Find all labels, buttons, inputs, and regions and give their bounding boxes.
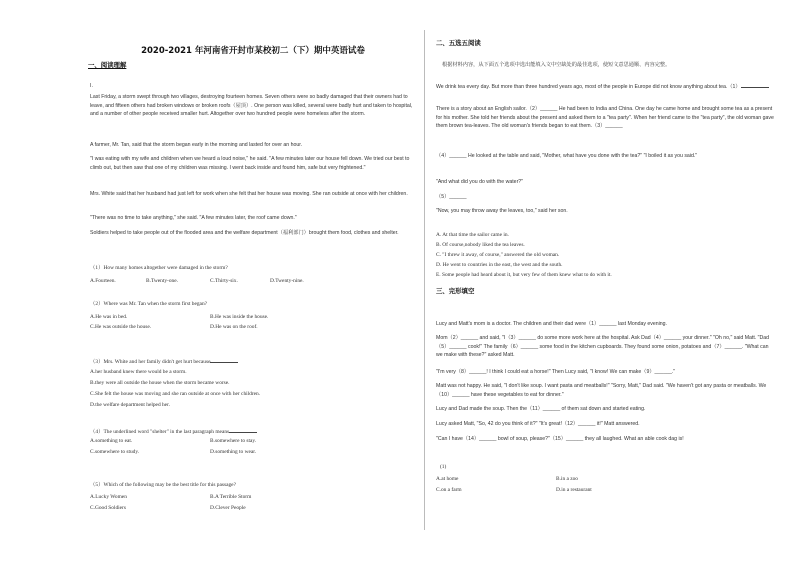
question-3-option-c[interactable]: C.She felt the house was moving and she ran outside at once with her children. (90, 391, 261, 397)
question-3-option-d[interactable]: D.the welfare department helped her. (90, 402, 170, 408)
passage-paragraph-6: Soldiers helped to take people out of the flooded area and the welfare department（福利部门）brought them food, clothes and shelter. (90, 230, 399, 236)
option-d: D. He went to countries in the east, the west and the south. (436, 262, 563, 268)
answer-blank[interactable] (741, 82, 769, 88)
question-2-option-a[interactable]: A.He was in bed. (90, 314, 128, 320)
question-4-option-a[interactable]: A.something to eat. (90, 438, 133, 444)
section-five-choice-title: 二、五选五阅读 (436, 39, 481, 47)
option-e: E. Some people had heard about it, but very few of them knew what to do with it. (436, 272, 612, 278)
cloze-line-7: "Can I have（14）______ bowl of soup, please?"（15）______ they all laughed. What an able cook dag is! (436, 436, 684, 442)
passage-paragraph-5: "There was no time to take anything," she said. "A few minutes later, the roof came down." (90, 215, 297, 221)
question-2-option-b[interactable]: B.He was inside the house. (210, 314, 269, 320)
cloze-question-label: (1) (440, 464, 447, 470)
section-reading-title: 一、阅读理解 (88, 61, 127, 69)
question-1-option-b[interactable]: B.Twenty-one. (146, 278, 178, 284)
section-cloze-title: 三、完形填空 (436, 287, 475, 295)
five-choice-line-4: "And what did you do with the water?" (436, 179, 524, 185)
cloze-line-6: Lucy asked Matt, "So, 42 do you think of it?" "It's great!（12）______ it!" Matt answered. (436, 421, 640, 427)
five-choice-line-2: There is a story about an English sailor.（2）______ He had been to India and China. One day he came home and brought some tea as a present for his mother. She told her friends about the present and asked them to a "tea party". When her friend came to the "tea party", the old woman gave them brown tea-leaves. The old woman's friends began to eat them.（3）______ (436, 106, 774, 130)
five-choice-line-6: "Now, you may throw away the leaves, too," said her son. (436, 208, 568, 214)
cloze-option-c[interactable]: C.on a farm (436, 487, 462, 493)
question-1-option-a[interactable]: A.Fourteen. (90, 278, 116, 284)
five-choice-line-1: We drink tea every day. But more than three hundred years ago, most of the people in Europe did not know anything about tea.（1） (436, 82, 776, 92)
column-divider (424, 30, 425, 530)
question-4-option-c[interactable]: C.somewhere to study. (90, 449, 140, 455)
option-b: B. Of course,nobody liked the tea leaves. (436, 242, 525, 248)
section-instruction: 根据材料内容，从下面五个选项中选出能填入文中空缺处的最佳选项，使短文意思通顺、内容完整。 (442, 62, 671, 68)
question-5-option-b[interactable]: B.A Terrible Storm (210, 494, 252, 500)
question-5-option-a[interactable]: A.Lucky Women (90, 494, 127, 500)
passage-paragraph-4: Mrs. White said that her husband had just left for work when she felt that her house was moving. She ran outside at once with her children. (90, 191, 408, 197)
passage-paragraph-3: "I was eating with my wife and children when we heard a loud noise," he said. "A few minutes later our house fell down. We tried our best to climb out, but then saw that one of my children was missing. I went back inside and found him, safe but very frightened." (90, 156, 410, 171)
cloze-line-5: Lucy and Dad made the soup. Then the（11）______ of them sat down and started eating. (436, 406, 646, 412)
question-5-option-c[interactable]: C.Good Soldiers (90, 505, 126, 511)
passage-label: I. (90, 83, 93, 89)
question-4-option-d[interactable]: D.something to wear. (210, 449, 257, 455)
cloze-line-4: Matt was not happy. He said, "I don't like soup. I want pasta and meatballs!" "Sorry, Matt," Dad said. "We haven't got any pasta or meatballs. We（10）______ have these vegetables to eat for dinner." (436, 383, 767, 398)
exam-title: 2020-2021 年河南省开封市某校初二（下）期中英语试卷 (141, 46, 365, 56)
question-3-option-a[interactable]: A.her husband knew there would be a storm. (90, 369, 187, 375)
five-choice-line-3: （4）______ He looked at the table and said, "Mother, what have you done with the tea?" "I boiled it as you said." (436, 153, 698, 159)
question-5-stem: （5）Which of the following may be the best title for this passage? (90, 482, 236, 488)
option-c: C. "I threw it away, of course," answered the old woman. (436, 252, 560, 258)
answer-blank[interactable] (229, 427, 257, 433)
passage-paragraph-2: A farmer, Mr. Tan, said that the storm began early in the morning and lasted for over an hour. (90, 142, 303, 148)
cloze-option-b[interactable]: B.in a zoo (556, 476, 579, 482)
question-3-option-b[interactable]: B.they were all outside the house when the storm became worse. (90, 380, 230, 386)
question-2-option-d[interactable]: D.He was on the roof. (210, 324, 258, 330)
cloze-option-d[interactable]: D.in a restaurant (556, 487, 592, 493)
cloze-line-2: Mom（2）______ and said, "I（3）______ do some more work here at the hospital. Ask Dad（4）______ your dinner." "Oh no," said Matt. "Dad（5）______ cook!" The family（6）______ some food in the kitchen cupboards. They found some onion, potatoes and（7）______. "What can we make with these?" asked Matt. (436, 335, 770, 359)
question-2-stem: （2）Where was Mr. Tan when the storm first began? (90, 301, 208, 307)
question-1-stem: （1）How many homes altogether were damaged in the storm? (90, 265, 228, 271)
question-3-stem: （3）Mrs. White and her family didn't get hurt because (90, 357, 238, 366)
cloze-line-3: "I'm very（8）______! I think I could eat a horse!" Then Lucy said, "I know! We can make（9）______." (436, 369, 676, 375)
question-4-option-b[interactable]: B.somewhere to stay. (210, 438, 257, 444)
question-1-option-d[interactable]: D.Twenty-nine. (270, 278, 304, 284)
five-choice-line-5: （5）______ (436, 194, 467, 200)
cloze-option-a[interactable]: A.at home (436, 476, 459, 482)
option-a: A. At that time the sailor came in. (436, 232, 509, 238)
question-5-option-d[interactable]: D.Clever People (210, 505, 246, 511)
question-2-option-c[interactable]: C.He was outside the house. (90, 324, 152, 330)
cloze-line-1: Lucy and Matt's mom is a doctor. The children and their dad were（1）______ last Monday evening. (436, 321, 668, 327)
question-4-stem: （4）The underlined word "shelter" in the last paragraph means (90, 427, 257, 436)
question-1-option-c[interactable]: C.Thirty-six. (210, 278, 238, 284)
answer-blank[interactable] (210, 357, 238, 363)
passage-paragraph-1: Last Friday, a storm swept through two villages, destroying fourteen homes. Seven others were so badly damaged that their owners had to leave, and fifteen others had broken windows or broken roofs（屋顶）. One person was killed, several were badly hurt and taken to hospital, and a number of other people received smaller hurt. Altogether over two hundred people were homeless after the storm. (90, 94, 413, 118)
